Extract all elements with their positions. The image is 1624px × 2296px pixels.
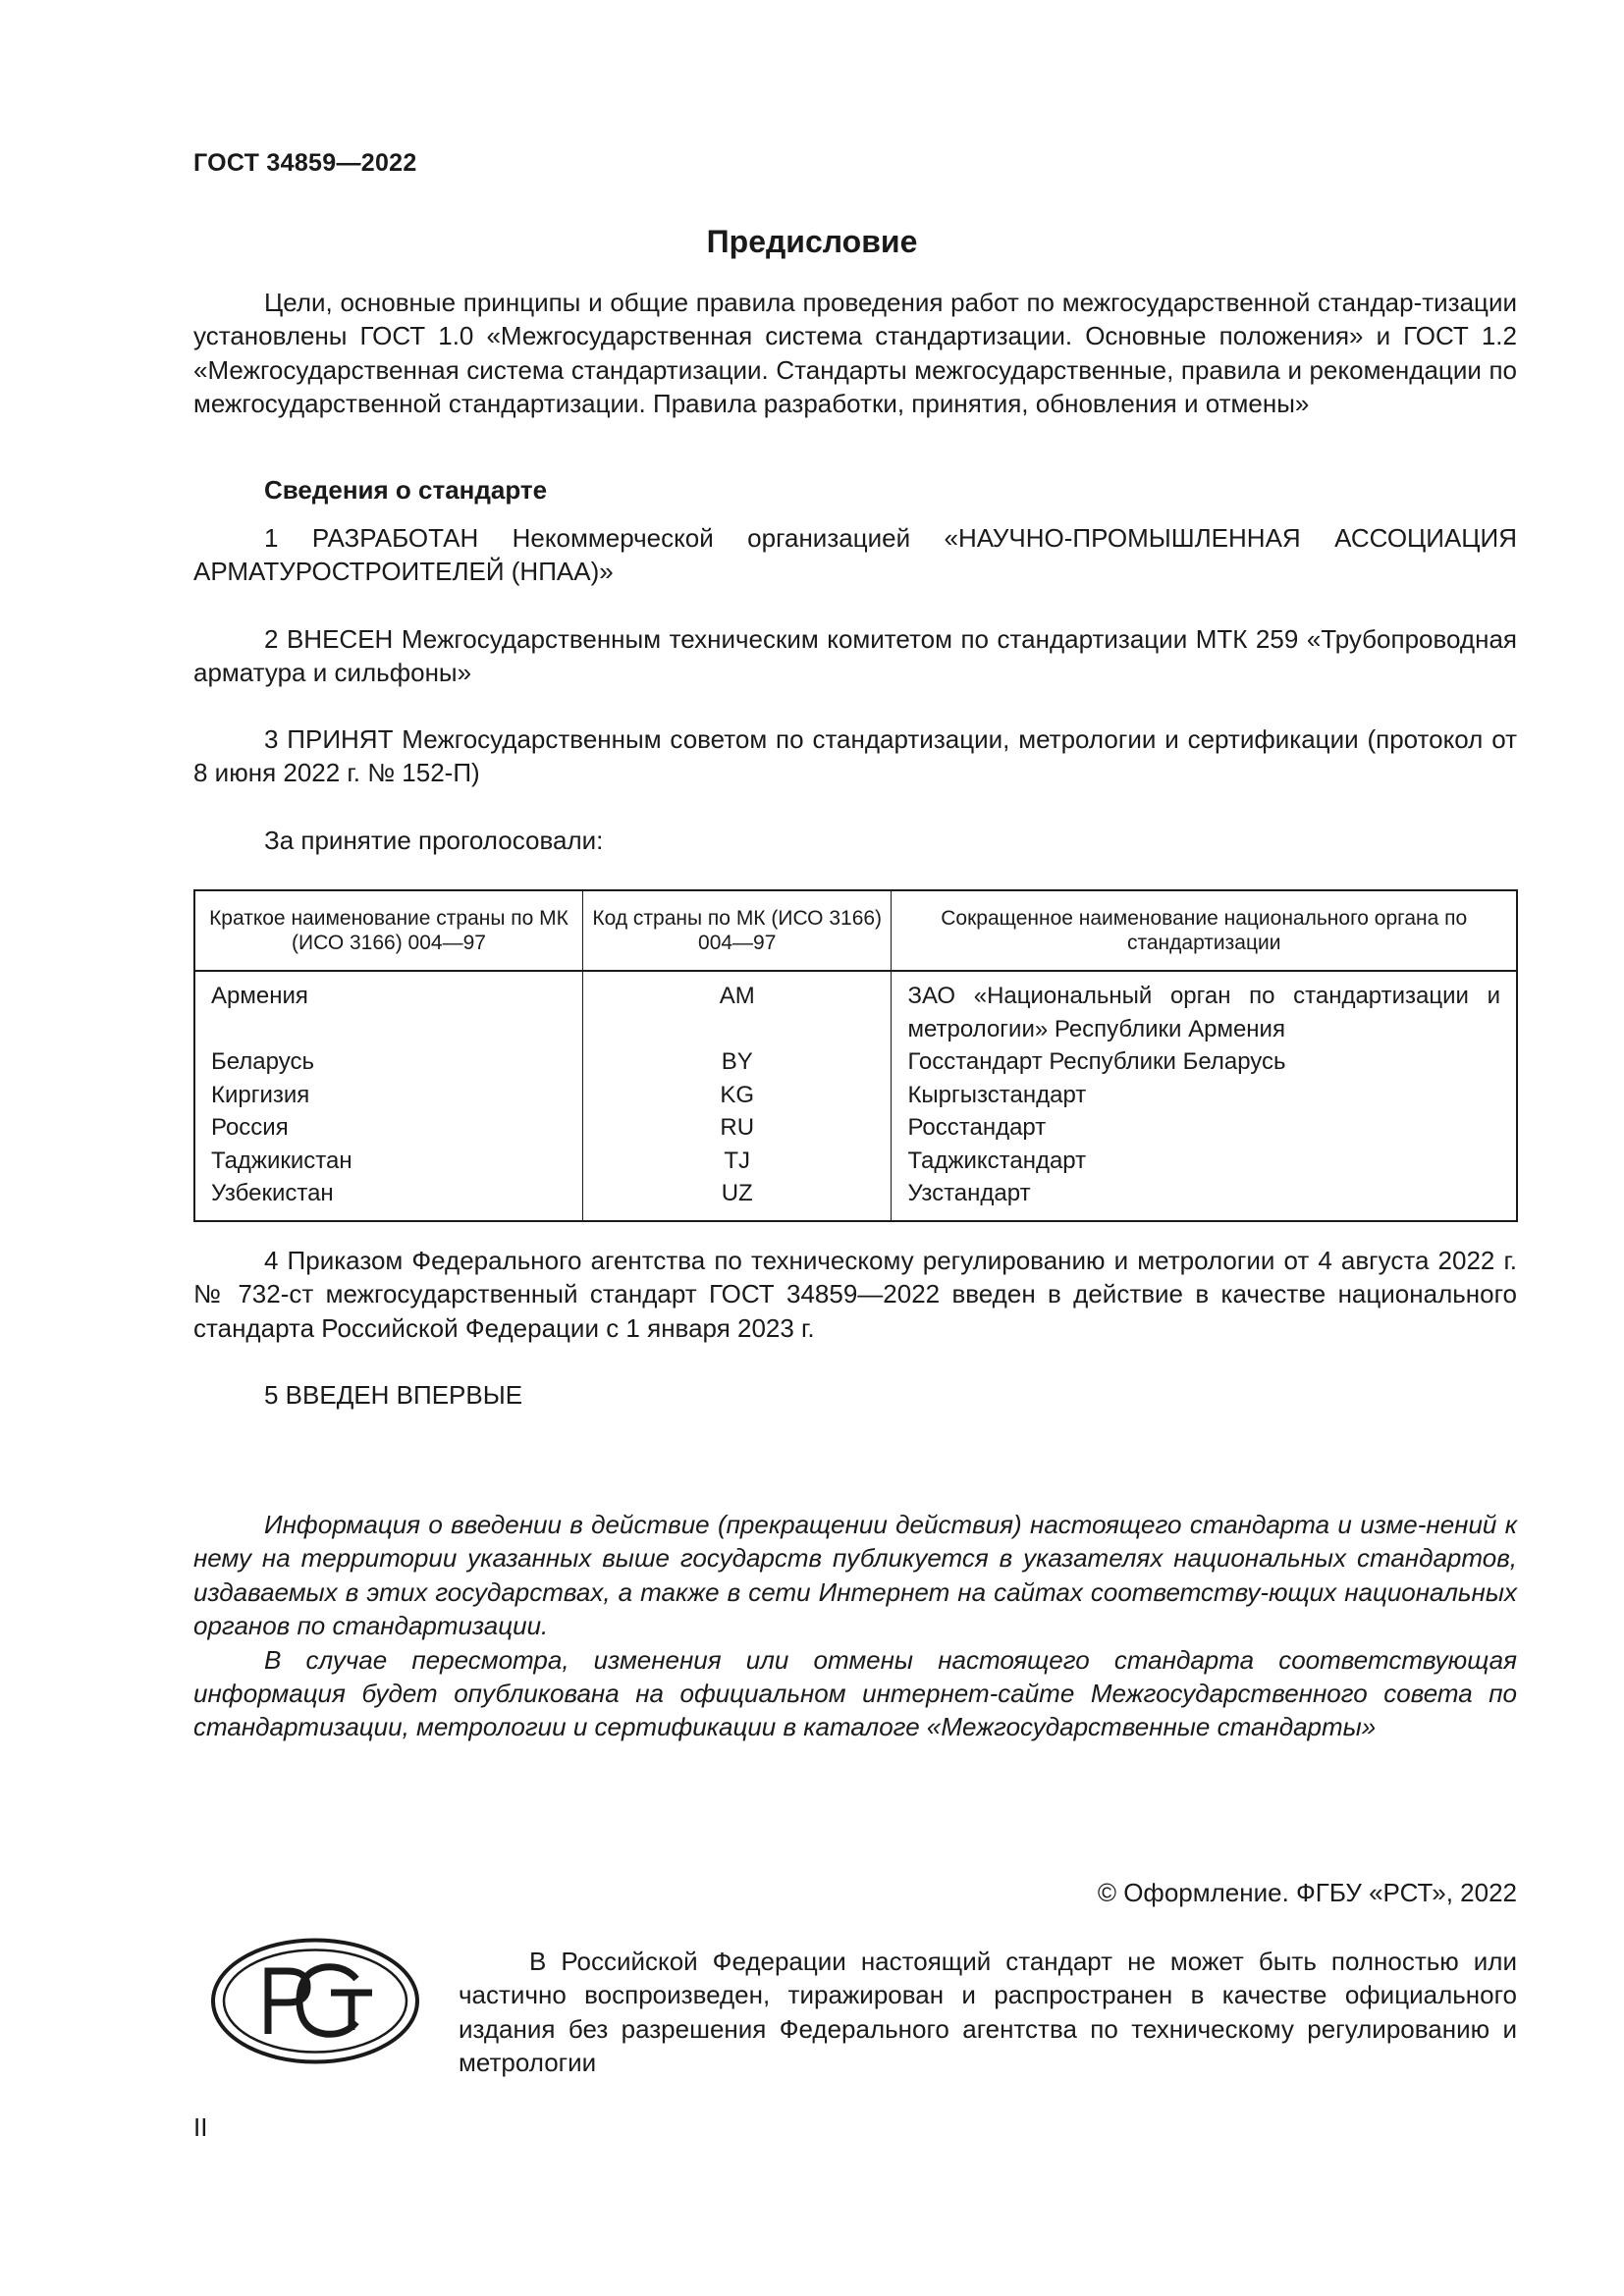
cell-country: Армения bbox=[194, 971, 582, 1045]
item-developed: 1 РАЗРАБОТАН Некоммерческой организацией «НАУЧНО-ПРОМЫШЛЕННАЯ АССОЦИАЦИЯ АРМАТУРОСТРОИТЕЛЕЙ (НПАА)» bbox=[193, 523, 1517, 587]
copyright-notice: В Российской Федерации настоящий стандарт не может быть полностью или частично воспроизведен, тиражирован и распространен в качестве официального издания без разрешения Федерального агентства по техническому регулированию и метрологии bbox=[459, 1947, 1517, 2078]
voted-label: За принятие проголосовали: bbox=[264, 826, 604, 855]
pct-certification-mark-icon bbox=[209, 1936, 421, 2066]
table-row bbox=[194, 1111, 1517, 1145]
page-number: II bbox=[193, 2112, 208, 2142]
header-body: Сокращенное наименование национального органа по стандартизации bbox=[892, 890, 1517, 971]
cell-country: Узбекистан bbox=[194, 1177, 582, 1221]
item-enacted: 4 Приказом Федерального агентства по техническому регулированию и метрологии от 4 августа 2022 г. № 732-ст межгосударственный стандарт ГОСТ 34859—2022 введен в действие в качестве национального стандарта Российской Федерации с 1 января 2023 г. bbox=[193, 1246, 1517, 1343]
table-header-row bbox=[194, 890, 1517, 971]
cell-country: Россия bbox=[194, 1111, 582, 1145]
intro-paragraph: Цели, основные принципы и общие правила проведения работ по межгосударственной стандар-тизации установлены ГОСТ 1.0 «Межгосударственная система стандартизации. Основные положения» и ГОСТ 1.2 «Межгосударственная система стандартизации. Стандарты межгосударственные, правила и рекомендации по межгосударственной стандартизации. Правила разработки, принятия, обновления и отмены» bbox=[193, 288, 1517, 419]
table-row bbox=[194, 1079, 1517, 1112]
section-heading: Сведения о стандарте bbox=[264, 475, 548, 505]
cell-code: BY bbox=[582, 1045, 891, 1079]
cell-body: Таджикстандарт bbox=[892, 1145, 1517, 1178]
table-row bbox=[194, 971, 1517, 1045]
cell-code: RU bbox=[582, 1111, 891, 1145]
cell-code: KG bbox=[582, 1079, 891, 1112]
cell-code: UZ bbox=[582, 1177, 891, 1221]
cell-body: Узстандарт bbox=[892, 1177, 1517, 1221]
publication-info-paragraph: Информация о введении в действие (прекращении действия) настоящего стандарта и изме-нений к нему на территории указанных выше государств публикуется в указателях национальных стандартов, издаваемых в этих государствах, а также в сети Интернет на сайтах соответству-ющих национальных органов по стандартизации. bbox=[193, 1510, 1517, 1641]
voting-states-table bbox=[193, 889, 1518, 1222]
copyright: © Оформление. ФГБУ «РСТ», 2022 bbox=[1097, 1878, 1517, 1907]
page-title: Предисловие bbox=[706, 224, 918, 259]
revision-info-paragraph: В случае пересмотра, изменения или отмены настоящего стандарта соответствующая информация будет опубликована на официальном интернет-сайте Межгосударственного совета по стандартизации, метрологии и сертификации в каталоге «Межгосударственные стандарты» bbox=[193, 1644, 1517, 1742]
table-row bbox=[194, 1045, 1517, 1079]
header-country: Краткое наименование страны по МК (ИСО 3166) 004—97 bbox=[194, 890, 582, 971]
item-adopted: 3 ПРИНЯТ Межгосударственным советом по стандартизации, метрологии и сертификации (протокол от 8 июня 2022 г. № 152-П) bbox=[193, 724, 1517, 788]
cell-body: ЗАО «Национальный орган по стандартизации и метрологии» Республики Армения bbox=[892, 971, 1517, 1045]
cell-country: Беларусь bbox=[194, 1045, 582, 1079]
cell-body: Кыргызстандарт bbox=[892, 1079, 1517, 1112]
header-code: Код страны по МК (ИСО 3166) 004—97 bbox=[582, 890, 891, 971]
cell-body: Госстандарт Республики Беларусь bbox=[892, 1045, 1517, 1079]
item-submitted: 2 ВНЕСЕН Межгосударственным техническим комитетом по стандартизации МТК 259 «Трубопроводная арматура и сильфоны» bbox=[193, 624, 1517, 688]
cell-code: AM bbox=[582, 971, 891, 1045]
table-row bbox=[194, 1177, 1517, 1221]
cell-country: Киргизия bbox=[194, 1079, 582, 1112]
document-code: ГОСТ 34859—2022 bbox=[193, 149, 417, 177]
cell-code: TJ bbox=[582, 1145, 891, 1178]
item-first-introduced: 5 ВВЕДЕН ВПЕРВЫЕ bbox=[264, 1380, 523, 1410]
cell-country: Таджикистан bbox=[194, 1145, 582, 1178]
cell-body: Росстандарт bbox=[892, 1111, 1517, 1145]
table-row bbox=[194, 1145, 1517, 1178]
publication-info bbox=[193, 1508, 1517, 1744]
